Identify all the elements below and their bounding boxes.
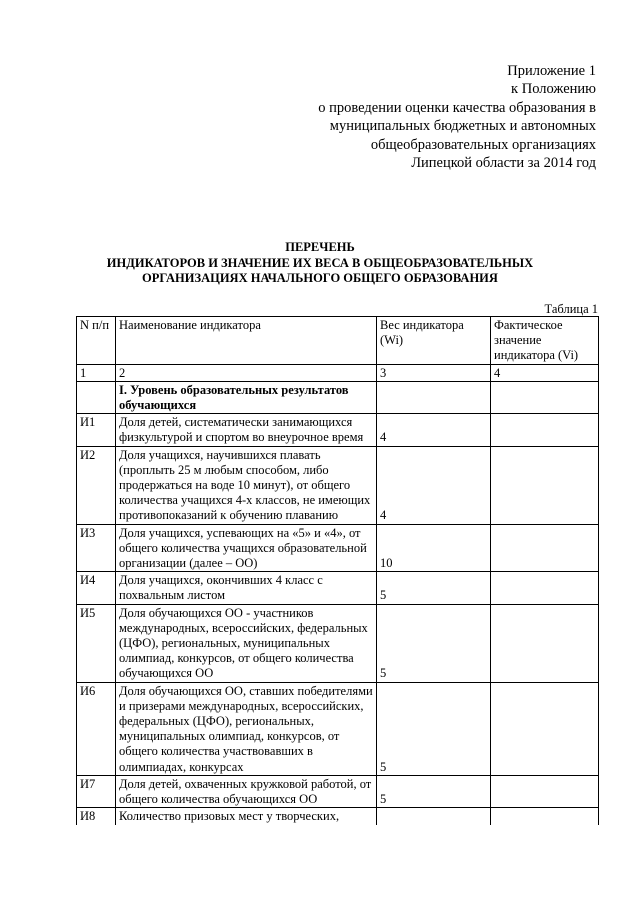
indicator-name: Доля обучающихся ОО, ставших победителями и призерами международных, всероссийских, федеральных (ЦФО), региональных, муниципальных олимпиад, конкурсов, от общего количества участвовавших в олимпиадах, конкурсах: [116, 682, 377, 775]
indicator-weight: 5: [377, 604, 491, 682]
indicator-num: И1: [77, 414, 116, 446]
indicator-num: И7: [77, 775, 116, 807]
column-number: 2: [116, 364, 377, 381]
indicator-name: Доля учащихся, научившихся плавать (проплыть 25 м любым способом, либо продержаться на воде 10 минут), от общего количества учащихся 4-х классов, не имеющих противопоказаний к обучению плаванию: [116, 446, 377, 524]
indicator-num: И2: [77, 446, 116, 524]
column-number: 3: [377, 364, 491, 381]
section-row: [77, 381, 599, 413]
table-row: [77, 775, 599, 807]
indicator-num: И4: [77, 572, 116, 604]
indicator-actual: [491, 682, 599, 775]
indicator-num: И6: [77, 682, 116, 775]
indicator-weight: 5: [377, 775, 491, 807]
title-line: ПЕРЕЧЕНЬ: [285, 240, 355, 254]
document-header: [318, 62, 596, 172]
table-caption: Таблица 1: [544, 302, 598, 316]
indicator-actual: [491, 604, 599, 682]
header-actual: Фактическое значение индикатора (Vi): [491, 317, 599, 365]
indicator-name: Доля учащихся, окончивших 4 класс с похвальным листом: [116, 572, 377, 604]
header-weight: Вес индикатора (Wi): [377, 317, 491, 365]
title-line: ИНДИКАТОРОВ И ЗНАЧЕНИЕ ИХ ВЕСА В ОБЩЕОБРАЗОВАТЕЛЬНЫХ: [106, 255, 534, 270]
table-cell: [377, 381, 491, 413]
table-row: [77, 682, 599, 775]
indicator-actual: [491, 446, 599, 524]
indicator-weight: 4: [377, 446, 491, 524]
header-line: муниципальных бюджетных и автономных: [329, 118, 596, 135]
indicator-name: Доля обучающихся ОО - участников международных, всероссийских, федеральных (ЦФО), региональных, муниципальных олимпиад, конкурсов, от общего количества обучающихся ОО: [116, 604, 377, 682]
header-line: к Положению: [511, 81, 596, 98]
document-title: [0, 240, 640, 287]
indicators-table: [76, 316, 599, 825]
indicator-num: И3: [77, 524, 116, 572]
indicator-weight: [377, 808, 491, 825]
column-number-row: [77, 364, 599, 381]
header-line: о проведении оценки качества образования в: [318, 99, 596, 116]
indicator-weight: 10: [377, 524, 491, 572]
indicator-name: Доля учащихся, успевающих на «5» и «4», от общего количества учащихся образовательной организации (далее – ОО): [116, 524, 377, 572]
indicator-actual: [491, 775, 599, 807]
indicator-name: Доля детей, систематически занимающихся физкультурой и спортом во внеурочное время: [116, 414, 377, 446]
header-name: Наименование индикатора: [116, 317, 377, 365]
table-header-row: [77, 317, 599, 365]
table-row: [77, 604, 599, 682]
table-cell: [77, 381, 116, 413]
header-line: общеобразовательных организациях: [370, 136, 596, 153]
table-row: [77, 808, 599, 825]
indicator-weight: 4: [377, 414, 491, 446]
table-row: [77, 572, 599, 604]
section-title: I. Уровень образовательных результатов обучающихся: [116, 381, 377, 413]
indicator-name: Количество призовых мест у творческих,: [116, 808, 377, 825]
indicator-num: И8: [77, 808, 116, 825]
indicator-actual: [491, 414, 599, 446]
column-number: 1: [77, 364, 116, 381]
indicator-actual: [491, 808, 599, 825]
column-number: 4: [491, 364, 599, 381]
table-row: [77, 414, 599, 446]
header-num: N п/п: [77, 317, 116, 365]
indicator-weight: 5: [377, 572, 491, 604]
indicator-actual: [491, 524, 599, 572]
header-line: Приложение 1: [507, 63, 596, 79]
indicator-weight: 5: [377, 682, 491, 775]
title-line: ОРГАНИЗАЦИЯХ НАЧАЛЬНОГО ОБЩЕГО ОБРАЗОВАНИЯ: [142, 271, 498, 285]
indicator-num: И5: [77, 604, 116, 682]
table-cell: [491, 381, 599, 413]
header-line: Липецкой области за 2014 год: [411, 155, 596, 172]
table-row: [77, 524, 599, 572]
indicator-actual: [491, 572, 599, 604]
table-row: [77, 446, 599, 524]
indicator-name: Доля детей, охваченных кружковой работой, от общего количества обучающихся ОО: [116, 775, 377, 807]
